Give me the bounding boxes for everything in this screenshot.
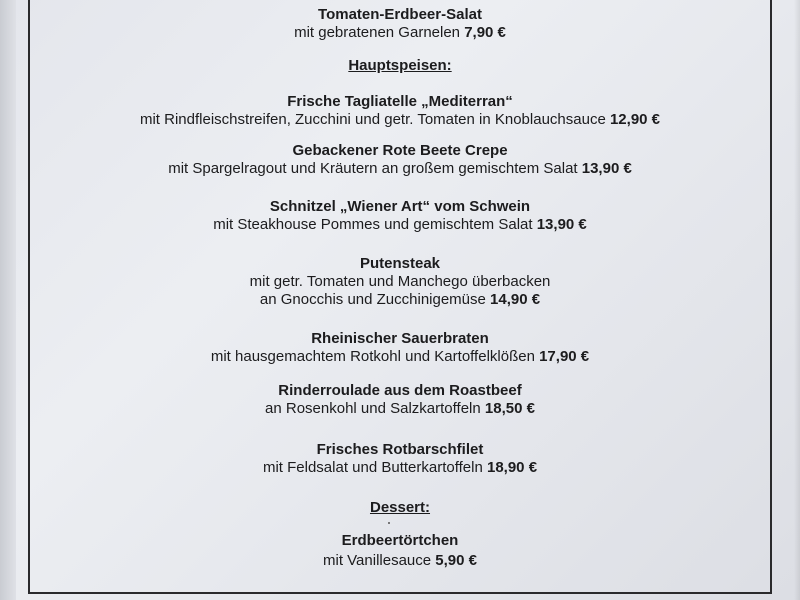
dish-title: Rinderroulade aus dem Roastbeef [278, 382, 522, 399]
dish-description [0, 24, 800, 42]
dish-desc-text: mit Vanillesauce [323, 552, 432, 569]
dish-desc-text: an Gnocchis und Zucchinigemüse [259, 291, 486, 308]
paper-speck [388, 522, 390, 524]
section-heading-mains: Hauptspeisen: [348, 57, 452, 74]
dish-description [0, 459, 800, 477]
dish-description [0, 160, 800, 178]
dish-title: Rheinischer Sauerbraten [311, 330, 489, 347]
dish-desc-text: mit Spargelragout und Kräutern an großem gemischtem Salat [168, 160, 578, 177]
section-heading-dessert: Dessert: [369, 499, 431, 516]
dish-title: Frische Tagliatelle „Mediterran“ [287, 93, 513, 110]
dish-price: 14,90 € [490, 291, 541, 308]
dish-price: 17,90 € [539, 348, 590, 365]
dish-description [0, 291, 800, 309]
dish-description [0, 216, 800, 234]
dish-description [0, 400, 800, 418]
dish-price: 18,90 € [486, 459, 538, 476]
dish-desc-text: mit gebratenen Garnelen [294, 24, 461, 41]
dish-price: 7,90 € [464, 24, 506, 41]
dish-description-line1: mit getr. Tomaten und Manchego überbacken [249, 273, 551, 290]
dish-desc-text: mit hausgemachtem Rotkohl und Kartoffelklößen [210, 348, 535, 365]
dish-price: 13,90 € [536, 216, 587, 233]
dish-desc-text: mit Rindfleischstreifen, Zucchini und getr. Tomaten in Knoblauchsauce [139, 111, 606, 128]
dish-price: 12,90 € [609, 111, 661, 128]
dish-description [0, 552, 800, 570]
dish-title: Frisches Rotbarschfilet [316, 441, 484, 458]
dish-description [0, 348, 800, 366]
dish-desc-text: mit Steakhouse Pommes und gemischtem Salat [213, 216, 533, 233]
dish-price: 18,50 € [484, 400, 535, 417]
dish-price: 5,90 € [435, 552, 477, 569]
dish-title: Gebackener Rote Beete Crepe [292, 142, 508, 159]
dish-price: 13,90 € [581, 160, 632, 177]
dish-desc-text: mit Feldsalat und Butterkartoffeln [262, 459, 483, 476]
dish-title: Putensteak [359, 255, 441, 272]
dish-description [0, 111, 800, 129]
dish-title: Erdbeertörtchen [341, 532, 459, 549]
dish-desc-text: an Rosenkohl und Salzkartoffeln [265, 400, 481, 417]
dish-title: Schnitzel „Wiener Art“ vom Schwein [269, 198, 531, 215]
dish-title: Tomaten-Erdbeer-Salat [318, 6, 482, 23]
